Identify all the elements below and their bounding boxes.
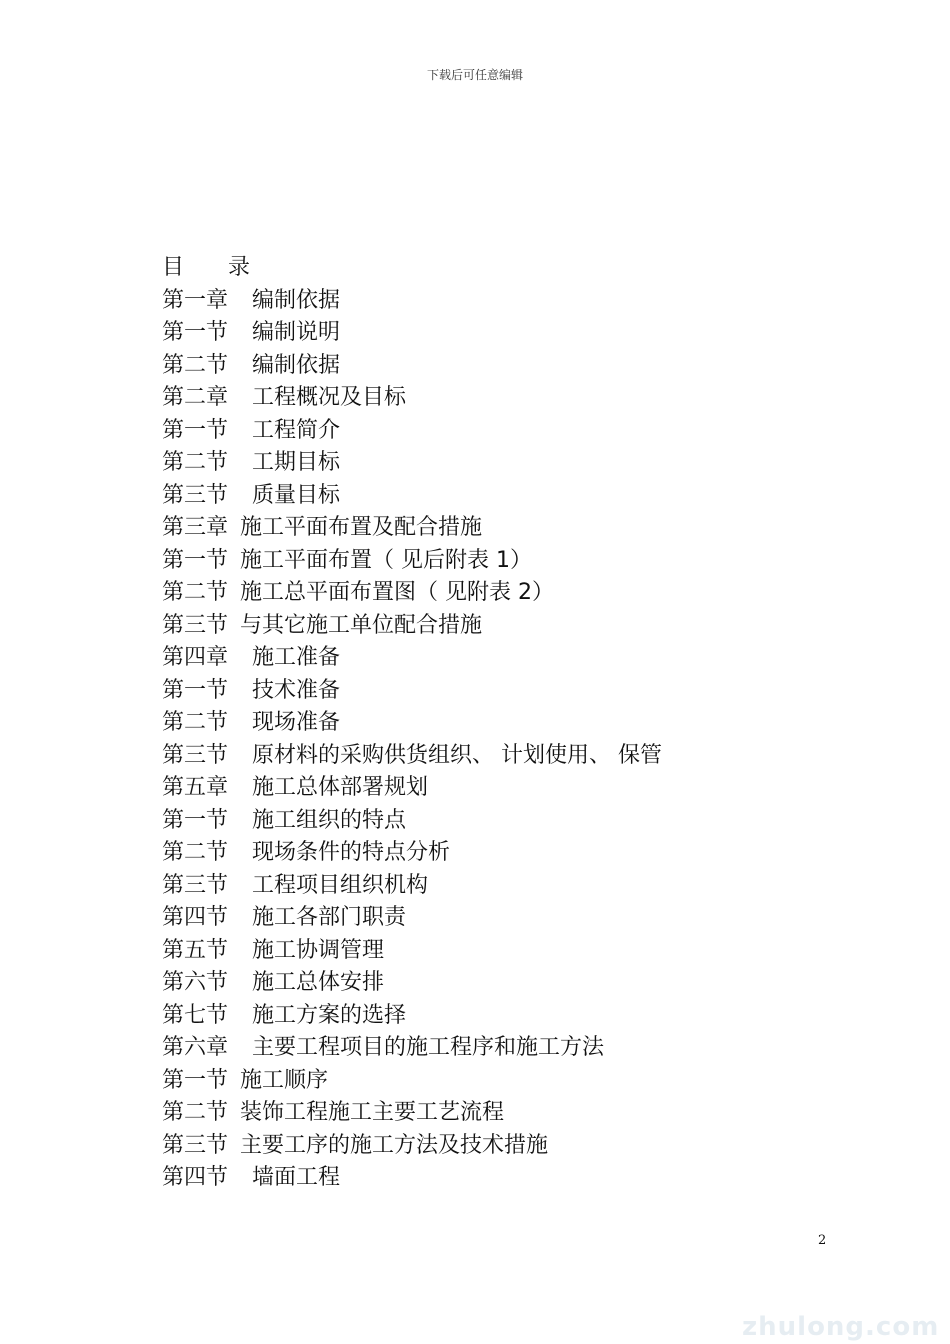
toc-entry-title: 质量目标 [252,482,341,508]
toc-entry [162,772,862,805]
toc-entry [162,1000,862,1033]
toc-entry-title: 施工准备 [252,645,341,670]
toc-entry [162,512,862,545]
toc-entry [162,447,862,480]
toc-entry [162,285,862,318]
toc-entry [162,1130,862,1163]
toc-entry-title: 施工总平面布置图（ 见附表 2） [240,580,554,605]
toc-entry-number: 第三节 [162,872,229,898]
toc-entry-title: 主要工程项目的施工程序和施工方法 [252,1035,605,1060]
table-of-contents [162,252,862,1195]
toc-entry-number: 第一节 [162,547,229,573]
toc-entry-number: 第二章 [162,385,229,410]
toc-entry [162,610,862,643]
toc-entry [162,415,862,448]
toc-entry-number: 第六章 [162,1035,229,1060]
toc-entry-title: 装饰工程施工主要工艺流程 [240,1100,505,1125]
toc-entry [162,805,862,838]
toc-entry-title: 施工组织的特点 [252,807,407,833]
toc-entry-number: 第五节 [162,937,229,963]
toc-entry [162,382,862,415]
toc-entry-number: 第五章 [162,775,229,800]
toc-entry-title: 编制依据 [252,287,341,313]
toc-entry-number: 第四节 [162,905,229,930]
toc-entry-number: 第二节 [162,1100,229,1125]
toc-entry-number: 第二节 [162,840,229,865]
toc-entry-number: 第三章 [162,515,229,540]
toc-entry [162,1032,862,1065]
toc-entry [162,935,862,968]
toc-entry-title: 墙面工程 [252,1165,341,1190]
toc-entry-title: 原材料的采购供货组织、 计划使用、 保管 [252,742,663,768]
header-note: 下载后可任意编辑 [426,68,523,82]
toc-entry [162,1065,862,1098]
toc-entry-number: 第三节 [162,1132,229,1158]
toc-entry [162,967,862,1000]
toc-entry-number: 第二节 [162,450,229,475]
toc-entry [162,837,862,870]
toc-entry [162,642,862,675]
toc-entry-title: 工程项目组织机构 [252,872,429,898]
toc-entry-title: 施工协调管理 [252,937,385,963]
toc-entry [162,545,862,578]
toc-entry-title: 工程简介 [252,417,341,443]
toc-entry-number: 第三节 [162,742,229,768]
toc-entry-number: 第三节 [162,612,229,638]
toc-entry [162,577,862,610]
toc-entry [162,707,862,740]
toc-entry-title: 编制依据 [252,352,341,378]
toc-entry-number: 第二节 [162,352,229,378]
toc-entry-number: 第三节 [162,482,229,508]
toc-entry-number: 第一节 [162,807,229,833]
toc-entry-number: 第四章 [162,645,229,670]
toc-entry-title: 施工顺序 [240,1067,329,1093]
toc-entry [162,317,862,350]
page-number: 2 [818,1233,827,1248]
toc-entry-title: 主要工序的施工方法及技术措施 [240,1132,549,1158]
toc-entry [162,350,862,383]
toc-entry [162,1097,862,1130]
toc-entry [162,675,862,708]
toc-entry-number: 第一节 [162,417,229,443]
toc-entry-number: 第二节 [162,580,229,605]
toc-entry-title: 编制说明 [252,320,341,345]
toc-entry-title: 施工总体安排 [252,970,385,995]
toc-entry-title: 现场条件的特点分析 [252,840,451,865]
toc-entry [162,480,862,513]
toc-entry-title: 施工各部门职责 [252,905,407,930]
watermark: zhulong.com [742,1312,940,1342]
toc-entry [162,1162,862,1195]
toc-title [162,252,862,285]
toc-entry-title: 与其它施工单位配合措施 [240,612,483,638]
toc-entry-title: 技术准备 [252,677,341,703]
toc-entry [162,902,862,935]
toc-title-left: 目 [162,255,185,280]
toc-entry [162,870,862,903]
toc-entry-number: 第四节 [162,1165,229,1190]
toc-entry-title: 施工平面布置及配合措施 [240,515,483,540]
toc-entry-title: 施工总体部署规划 [252,775,429,800]
toc-entry-number: 第六节 [162,970,229,995]
toc-entry [162,740,862,773]
toc-entry-number: 第一节 [162,320,229,345]
toc-entry-title: 工程概况及目标 [252,385,407,410]
toc-entry-title: 现场准备 [252,710,341,735]
toc-entry-title: 施工平面布置（ 见后附表 1） [240,547,532,573]
toc-entry-number: 第一节 [162,677,229,703]
toc-entry-number: 第一章 [162,287,229,313]
toc-entry-number: 第七节 [162,1002,229,1028]
toc-list [162,285,862,1195]
toc-entry-title: 施工方案的选择 [252,1002,407,1028]
toc-entry-number: 第二节 [162,710,229,735]
toc-entry-title: 工期目标 [252,450,341,475]
toc-title-right: 录 [228,255,251,280]
toc-entry-number: 第一节 [162,1067,229,1093]
